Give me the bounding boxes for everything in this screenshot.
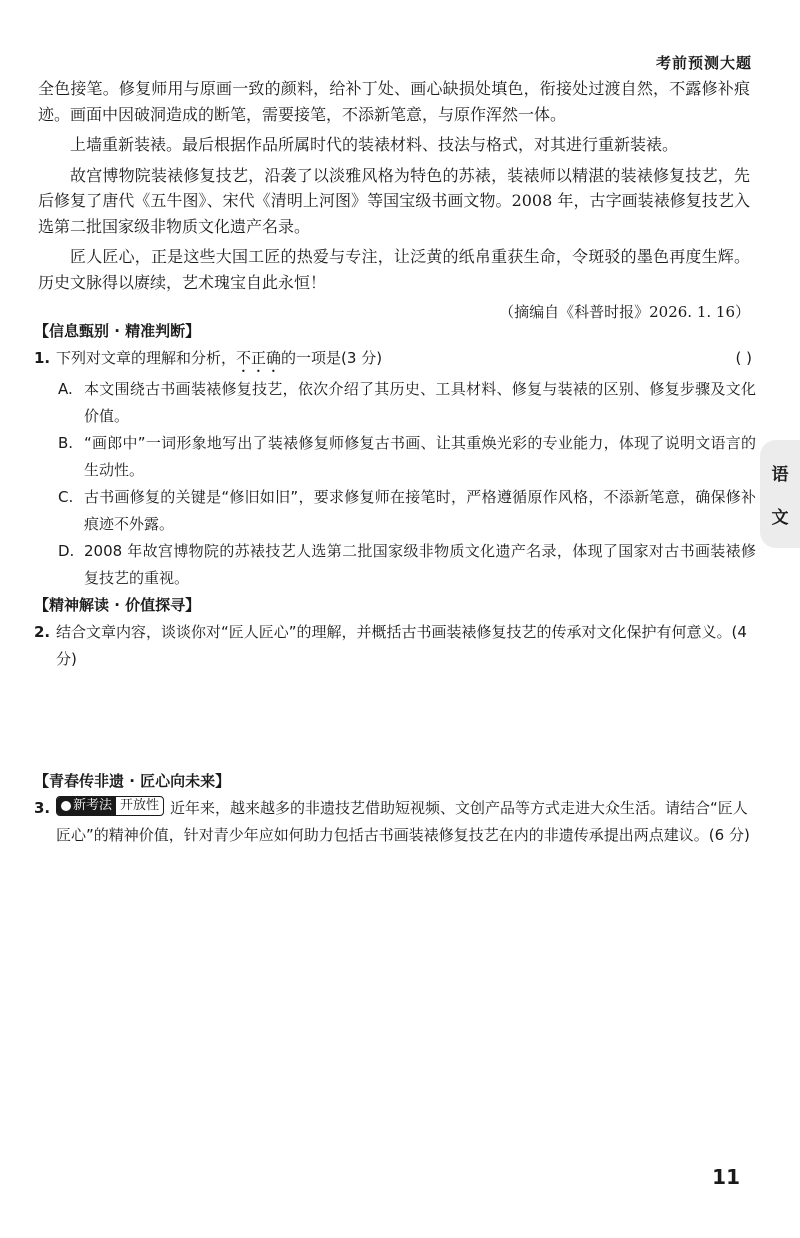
page-number: 11 <box>712 1165 740 1189</box>
lightbulb-icon <box>61 801 71 811</box>
article-excerpt <box>38 76 750 326</box>
badge-new-label: 新考法 <box>73 798 113 813</box>
question-number: 1. <box>34 349 51 367</box>
question-section-3 <box>34 768 756 849</box>
section-title-1: 【信息甄别 · 精准判断】 <box>34 322 201 340</box>
badge-open-label: 开放性 <box>120 798 160 813</box>
option-label: C. <box>58 488 74 506</box>
question-stem-part: 下列对文章的理解和分析， <box>56 349 237 367</box>
option-text: 古书画修复的关键是“修旧如旧”，要求修复师在接笔时，严格遵循原作风格，不添新笔意，确保修补痕迹不外露。 <box>84 488 756 533</box>
question-text: 近年来，越来越多的非遗技艺借助短视频、文创产品等方式走进大众生活。请结合“匠人匠心”的精神价值，针对青少年应如何助力包括古书画装裱修复技艺在内的非遗传承提出两点建议。(6 分) <box>56 799 750 844</box>
article-paragraph-1: 全色接笔。修复师用与原画一致的颜料，给补丁处、画心缺损处填色，衔接处过渡自然，不露修补痕迹。画面中因破洞造成的断笔，需要接笔，不添新笔意，与原作浑然一体。 <box>38 79 750 124</box>
article-paragraph-3: 故宫博物院装裱修复技艺，沿袭了以淡雅风格为特色的苏裱，装裱师以精湛的装裱修复技艺，先后修复了唐代《五牛图》、宋代《清明上河图》等国宝级书画文物。2008 年，古字画装裱修复技艺入选第二批国家级非物质文化遗产名录。 <box>38 165 750 236</box>
question-section-1 <box>34 318 756 673</box>
running-header: 考前预测大题 <box>655 54 752 72</box>
option-c[interactable] <box>34 484 756 538</box>
question-number: 3. <box>34 799 51 817</box>
option-b[interactable] <box>34 430 756 484</box>
article-paragraph-2: 上墙重新装裱。最后根据作品所属时代的装裱材料、技法与格式，对其进行重新装裱。 <box>70 135 679 154</box>
question-stem-part: 的一项是(3 分) <box>281 349 383 367</box>
option-label: D. <box>58 542 75 560</box>
option-text: “画郎中”一词形象地写出了装裱修复师修复古书画、让其重焕光彩的专业能力，体现了说明文语言的生动性。 <box>84 434 756 479</box>
article-paragraph-4: 匠人匠心，正是这些大国工匠的热爱与专注，让泛黄的纸帛重获生命，令斑驳的墨色再度生辉。历史文脉得以赓续，艺术瑰宝自此永恒！ <box>38 247 750 292</box>
answer-blank[interactable]: ( ) <box>735 349 752 367</box>
side-tab-char: 文 <box>771 508 789 528</box>
section-title-2: 【精神解读 · 价值探寻】 <box>34 596 201 614</box>
subject-side-tab <box>760 440 800 548</box>
option-text: 2008 年故宫博物院的苏裱技艺人选第二批国家级非物质文化遗产名录，体现了国家对古书画装裱修复技艺的重视。 <box>84 542 756 587</box>
emphasized-text: 不正确 <box>236 349 282 367</box>
option-label: B. <box>58 434 74 452</box>
side-tab-char: 语 <box>771 465 789 485</box>
question-number: 2. <box>34 623 51 641</box>
option-text: 本文围绕古书画装裱修复技艺，依次介绍了其历史、工具材料、修复与装裱的区别、修复步骤及文化价值。 <box>84 380 756 425</box>
question-2 <box>34 619 756 673</box>
option-label: A. <box>58 380 73 398</box>
option-d[interactable] <box>34 538 756 592</box>
article-source: （摘编自《科普时报》2026. 1. 16） <box>499 303 750 321</box>
question-3 <box>34 795 756 849</box>
question-1 <box>34 345 756 376</box>
section-title-3: 【青春传非遗 · 匠心向未来】 <box>34 772 231 790</box>
question-text: 结合文章内容，谈谈你对“匠人匠心”的理解，并概括古书画装裱修复技艺的传承对文化保护有何意义。(4 分) <box>56 623 747 668</box>
option-a[interactable] <box>34 376 756 430</box>
new-exam-badge <box>56 796 164 816</box>
